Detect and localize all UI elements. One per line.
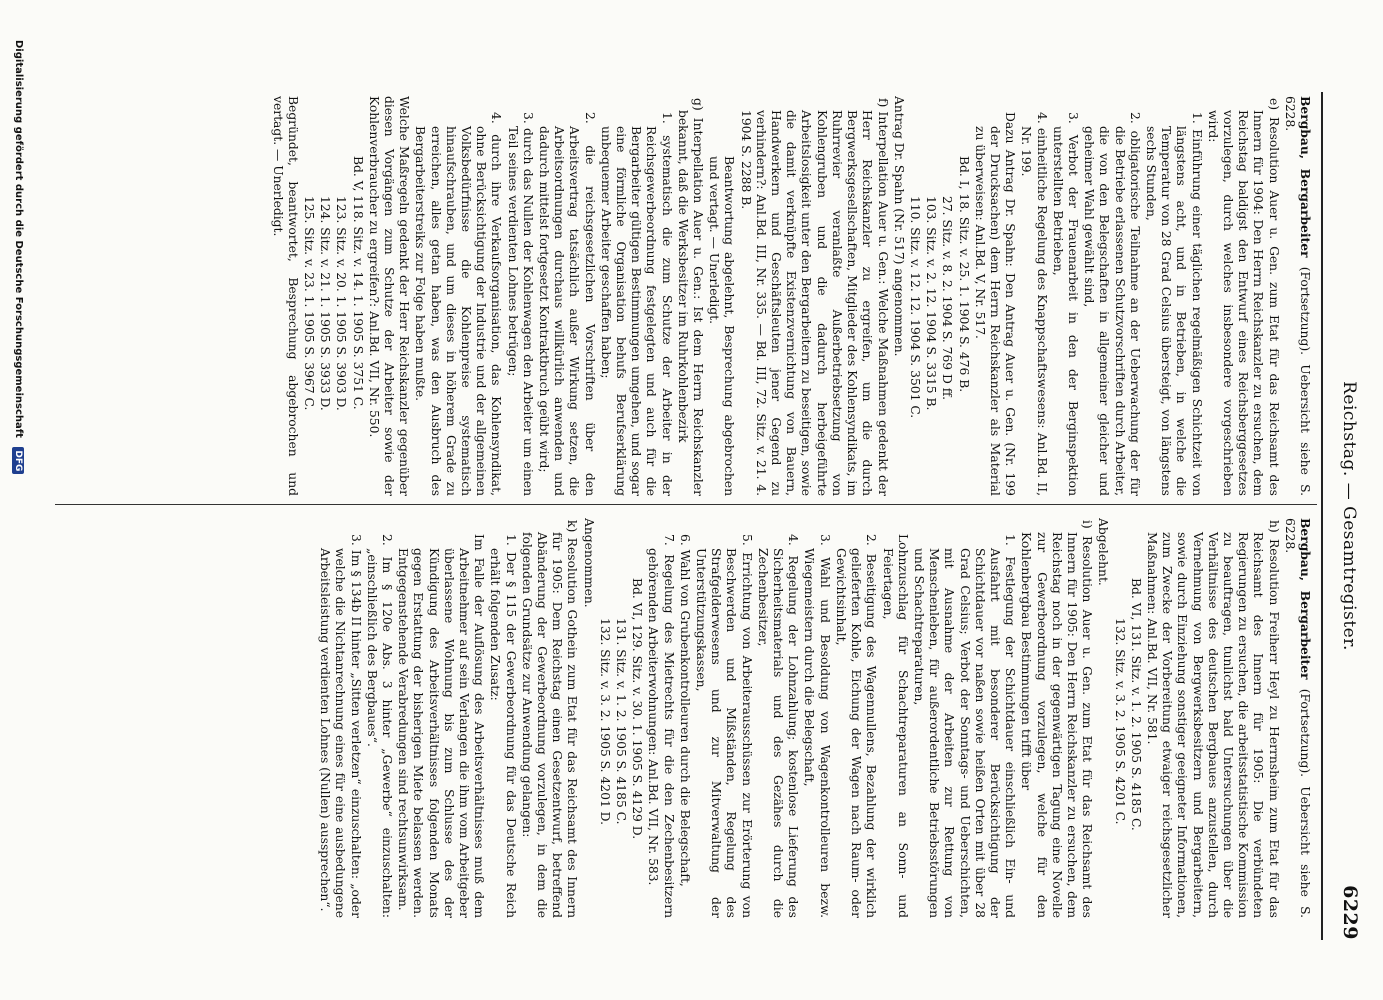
text-paragraph: Bd. V, 118. Sitz. v. 14. 1. 1905 S. 3751 C. [350,156,365,410]
text-paragraph: 3. Im § 134b II hinter „Sitten verletzen“ einzuschalten: „oder welche die Nichtanrechnung eines für eine ausbedungene Arbeitsleistung verdienten Lohnes (Nullen) aussprechen“. [318,534,363,918]
text-paragraph: Bd. VI, 129. Sitz. v. 30. 1. 1905 S. 4129 D. [630,578,645,840]
text-paragraph: k) Resolution Gothein zum Etat für das Reichsamt des Innern für 1905: Dem Reichstag einen Gesetzentwurf, betreffend Abänderung der Gewerbeordnung vorzulegen, in dem die folgenden Grundsätze zur Anwendung gelangen: [519,520,580,918]
text-paragraph: 6. Wahl von Grubenkontrolleuren durch die Belegschaft, [677,534,692,887]
text-paragraph: h) Resolution Freiherr Heyl zu Herrnsheim zum Etat für das Reichsamt des Innern für 1905: Die verbündeten Regierungen zu ersuchen, die arbeitsstatistische Kommission zu beauftragen, tunlichst bald Untersuchungen über die Verhältnisse des deutschen Bergbaues anzustellen, durch Vernehmung von Bergwerksbesitzern und Bergarbeitern, sowie durch Einziehung sonstiger geeigneter Informationen, zum Zwecke der Vorbereitung etwaiger reichsgesetzlicher Maßnahmen: Anl.Bd. VII, Nr. 581. [1144,520,1281,918]
text-paragraph: 4. Regelung der Lohnzahlung; kostenlose Lieferung des Sicherheitsmaterials und des Gezähes durch die Zechenbesitzer, [755,534,801,918]
text-paragraph: 1. systematisch die zum Schutze der Arbeiter in der Reichsgewerbeordnung festgelegten und auch für die Bergarbeiter gültigen Bestimmungen umgehen, und sogar eine förmliche Organisation behufs Berufserklärung unbequemer Arbeiter geschaffen haben; [598,112,674,496]
left-column [43,96,1313,496]
text-paragraph: i) Resolution Auer u. Gen. zum Etat für das Reichsamt des Innern für 1905: Den Herrn Reichskanzler zu ersuchen, dem Reichstag noch in der gegenwärtigen Tagung eine Novelle zur Gewerbeordnung vorzulegen, welche für den Kohlenbergbau Bestimmungen trifft über [1019,520,1095,918]
text-paragraph: 132. Sitz. v. 3. 2. 1905 S. 4201 D. [597,618,612,826]
text-paragraph: Im Falle der Auflösung des Arbeitsverhältnisses muß dem Arbeitnehmer auf sein Verlangen die ihm vom Arbeitgeber überlassene Wohnung bis zum Schlusse des der Kündigung des Arbeitsverhältnisses folgenden Monats gegen Erstattung der bisherigen Miete belassen werden. Entgegenstehende Verabredungen sind rechtsunwirksam. [396,534,487,918]
text-paragraph: 4. einheitliche Regelung des Knappschaftswesens: Anl.Bd. II, Nr. 199. [1019,112,1049,496]
text-paragraph: 1. Einführung einer täglichen regelmäßigen Schichtzeit von längstens acht, und in Betrieben, in welche die Temperatur von 28 Grad Celsius übersteigt, von längstens sechs Stunden, [1143,112,1204,496]
column-divider [55,504,1317,505]
text-paragraph: Begründet, beantwortet, Besprechung abgebrochen und vertagt. — Unerledigt. [270,96,300,496]
text-paragraph: 3. Verbot der Frauenarbeit in den der Berginspektion unterstellten Betrieben, [1050,112,1080,496]
text-paragraph: 27. Sitz. v. 8. 2. 1904 S. 769 D ff. [940,196,955,401]
text-paragraph: 3. Wahl und Besoldung von Wagenkontrolleuren bezw. Wiegemeistern durch die Belegschaft, [802,534,832,918]
header-rule [1321,92,1323,940]
dfg-logo: DFG [12,447,24,474]
text-paragraph: Bergbau, Bergarbeiter (Fortsetzung). Uebersicht siehe S. 6228. [1282,96,1313,496]
text-paragraph: Dazu Antrag Dr. Spahn: Den Antrag Auer u. Gen. (Nr. 199 der Drucksachen) dem Herrn Reichskanzler als Material zu überweisen: Anl.Bd. V, Nr. 517. [972,112,1018,496]
text-paragraph: 3. durch das Nullen der Kohlenwagen den Arbeiter um einen Teil seines verdienten Lohnes betrügen; [505,112,535,496]
text-paragraph: 2. Beseitigung des Wagennullens, Bezahlung der wirklich gelieferten Kohle, Eichung der Wagen nach Raum- oder Gewichtsinhalt, [833,534,879,918]
text-paragraph: Beantwortung abgelehnt, Besprechung abgebrochen und vertagt. — Unerledigt. [707,156,737,496]
text-paragraph: Abgelehnt. [1096,518,1111,586]
digitization-footer [6,0,24,1000]
page-title: Reichstag. — Gesamtregister. [1339,381,1359,651]
text-paragraph: 110. Sitz. v. 12. 12. 1904 S. 3501 C. [907,196,922,419]
text-paragraph: 2. die reichsgesetzlichen Vorschriften über den Arbeitsvertrag tatsächlich außer Wirkung setzen, die Arbeitsordnungen durchaus willkürlich anwenden und dadurch mittelst fortgesetzt Kontraktbruch geübt wird; [537,112,597,496]
text-paragraph: 4. durch ihre Verkaufsorganisation, das Kohlensyndikat, ohne Berücksichtigung der Industrie und der allgemeinen Volksbedürfnisse die Kohlenpreise systematisch hinaufschrauben, und um dieses in höherem Grade zu erreichen, alles getan haben, was den Ausbruch des Bergarbeiterstreiks zur Folge haben mußte. [413,112,504,496]
text-paragraph: Angenommen. [581,518,596,608]
footer-credit: Digitalisierung gefördert durch die Deutsche Forschungsgemeinschaft [13,40,24,438]
text-paragraph: 1. Festlegung der Schichtdauer einschließlich Ein- und Ausfahrt mit besonderer Berücksichtigung der Schichtdauer vor naßen sowie heißen Orten mit über 28 Grad Celsius; Verbot der Sonntags- und Ueberschichten, mit Ausnahme der Arbeiten zur Rettung von Menschenleben, für außerordentliche Betriebsstörungen und Schachtreparaturen, [911,534,1018,918]
text-paragraph: g) Interpellation Auer u. Gen.: Ist dem Herrn Reichskanzler bekannt, daß die Werksbesitzer im Ruhrkohlenbezirk [675,98,706,496]
text-paragraph: 2. obligatorische Teilnahme an der Ueberwachung der für die Betriebe erlassenen Schutzvorschriften durch Arbeiter, die von den Belegschaften in allgemeiner gleicher und geheimer Wahl gewählt sind, [1082,112,1142,496]
text-paragraph: Lohnzuschlag für Schachtreparaturen an Sonn- und Feiertagen, [880,534,910,918]
text-paragraph: 103. Sitz. v. 2. 12. 1904 S. 3315 B. [924,196,939,411]
text-paragraph: 124. Sitz. v. 21. 1. 1905 S. 3933 D. [318,196,333,411]
text-paragraph: 131. Sitz. v. 1. 2. 1905 S. 4185 C. [614,618,629,825]
page-header [1331,92,1361,940]
text-paragraph: 2. Im § 120e Abs. 3 hinter „Gewerbe“ einzuschalten: „einschließlich des Bergbaues“. [364,534,395,918]
text-paragraph: Bd. VI, 131. Sitz. v. 1. 2. 1905 S. 4185 C. [1128,578,1143,831]
text-paragraph: 5. Errichtung von Arbeiterausschüssen zur Erörterung von Beschwerden und Mißständen, Regelung des Strafgelderwesens und zur Mitverwaltung der Unterstützungskassen, [694,534,754,918]
text-paragraph: f) Interpellation Auer u. Gen.: Welche Maßnahmen gedenkt der Herr Reichskanzler zu ergreifen, um die durch Bergwerksgesellschaften, Mitglieder des Kohlensyndikats, im Ruhrrevier veranlaßte Außerbetriebsetzung von Kohlengruben und die dadurch herbeigeführte Arbeitslosigkeit unter den Bergarbeitern zu beseitigen, sowie die damit verknüpfte Existenzvernichtung von Bauern, Handwerkern und Geschäftsleuten jener Gegend zu verhindern?: Anl.Bd. III, Nr. 335. — Bd. III, 72. Sitz. v. 21. 4. 1904 S. 2288 B. [738,98,890,496]
right-column [43,518,1313,918]
text-paragraph: 1. Der § 115 der Gewerbeordnung für das Deutsche Reich erhält folgenden Zusatz: [488,534,518,918]
page-number: 6229 [1339,885,1361,940]
text-paragraph: Antrag Dr. Spahn (Nr. 517) angenommen. [891,96,906,357]
text-paragraph: Bd. I, 18. Sitz. v. 25. 1. 1904 S. 476 B. [956,156,971,393]
text-paragraph: 7. Regelung des Mietrechts für die den Zechenbesitzern gehörenden Arbeiterwohnungen: Anl.Bd. VII, Nr. 583. [646,534,676,918]
text-paragraph: 132. Sitz. v. 3. 2. 1905 S. 4201 C. [1112,618,1127,825]
text-paragraph: 125. Sitz. v. 23. 1. 1905 S. 3967 C. [302,196,316,411]
text-paragraph: 123. Sitz. v. 20. 1. 1905 S. 3903 D. [334,196,349,411]
text-paragraph: Bergbau, Bergarbeiter (Fortsetzung). Uebersicht siehe S. 6228. [1282,518,1313,918]
text-paragraph: Welche Maßregeln gedenkt der Herr Reichskanzler gegenüber diesen Vorgängen zum Schutze der Arbeiter sowie der Kohlenverbraucher zu ergreifen?: Anl.Bd. VII, Nr. 550. [366,96,412,496]
text-paragraph: e) Resolution Auer u. Gen. zum Etat für das Reichsamt des Innern für 1904: Den Herrn Reichskanzler zu ersuchen, dem Reichstag baldigst den Entwurf eines Reichsberggesetzes vorzulegen, durch welches insbesondere vorgeschrieben wird: [1205,98,1281,496]
